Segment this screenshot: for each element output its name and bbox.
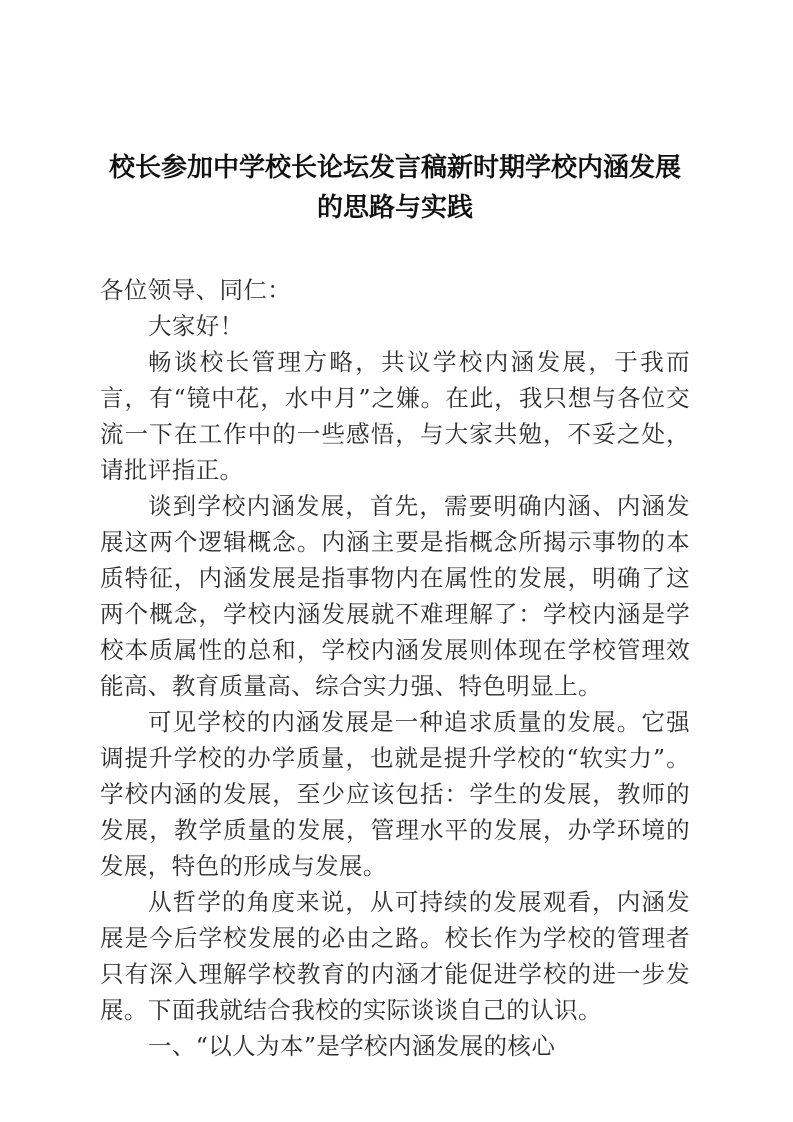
paragraph-definition: 谈到学校内涵发展，首先，需要明确内涵、内涵发展这两个逻辑概念。内涵主要是指概念所揭示事物的本质特征，内涵发展是指事物内在属性的发展，明确了这两个概念，学校内涵发展就不难理解了：学校内涵是学校本质属性的总和，学校内涵发展则体现在学校管理效能高、教育质量高、综合实力强、特色明显上。 (100, 492, 690, 700)
document-title-line-2: 路与实践 (369, 193, 474, 223)
document-title-line-1: 校长参加中学校长论坛发言稿新时期学校内涵发展的思 (108, 153, 681, 223)
paragraph-philosophy: 从哲学的角度来说，从可持续的发展观看，内涵发展是今后学校发展的必由之路。校长作为学校的管理者只有深入理解学校教育的内涵才能促进学校的进一步发展。下面我就结合我校的实际谈谈自己的认识。 (100, 888, 690, 1024)
document-title (100, 148, 690, 228)
section-heading-1: 一、“以人为本”是学校内涵发展的核心 (148, 1032, 556, 1060)
paragraph-quality: 可见学校的内涵发展是一种追求质量的发展。它强调提升学校的办学质量，也就是提升学校的“软实力”。学校内涵的发展，至少应该包括：学生的发展，教师的发展，教学质量的发展，管理水平的发展，办学环境的发展，特色的形成与发展。 (100, 708, 690, 880)
paragraph-opening: 畅谈校长管理方略，共议学校内涵发展，于我而言，有“镜中花，水中月”之嫌。在此，我只想与各位交流一下在工作中的一些感悟，与大家共勉，不妥之处，请批评指正。 (100, 348, 690, 484)
paragraph-greeting: 大家好！ (148, 312, 244, 340)
document-content (100, 148, 690, 1064)
title-body-spacer (100, 228, 690, 272)
paragraph-salutation: 各位领导、同仁： (100, 276, 292, 304)
document-body (100, 272, 690, 1064)
